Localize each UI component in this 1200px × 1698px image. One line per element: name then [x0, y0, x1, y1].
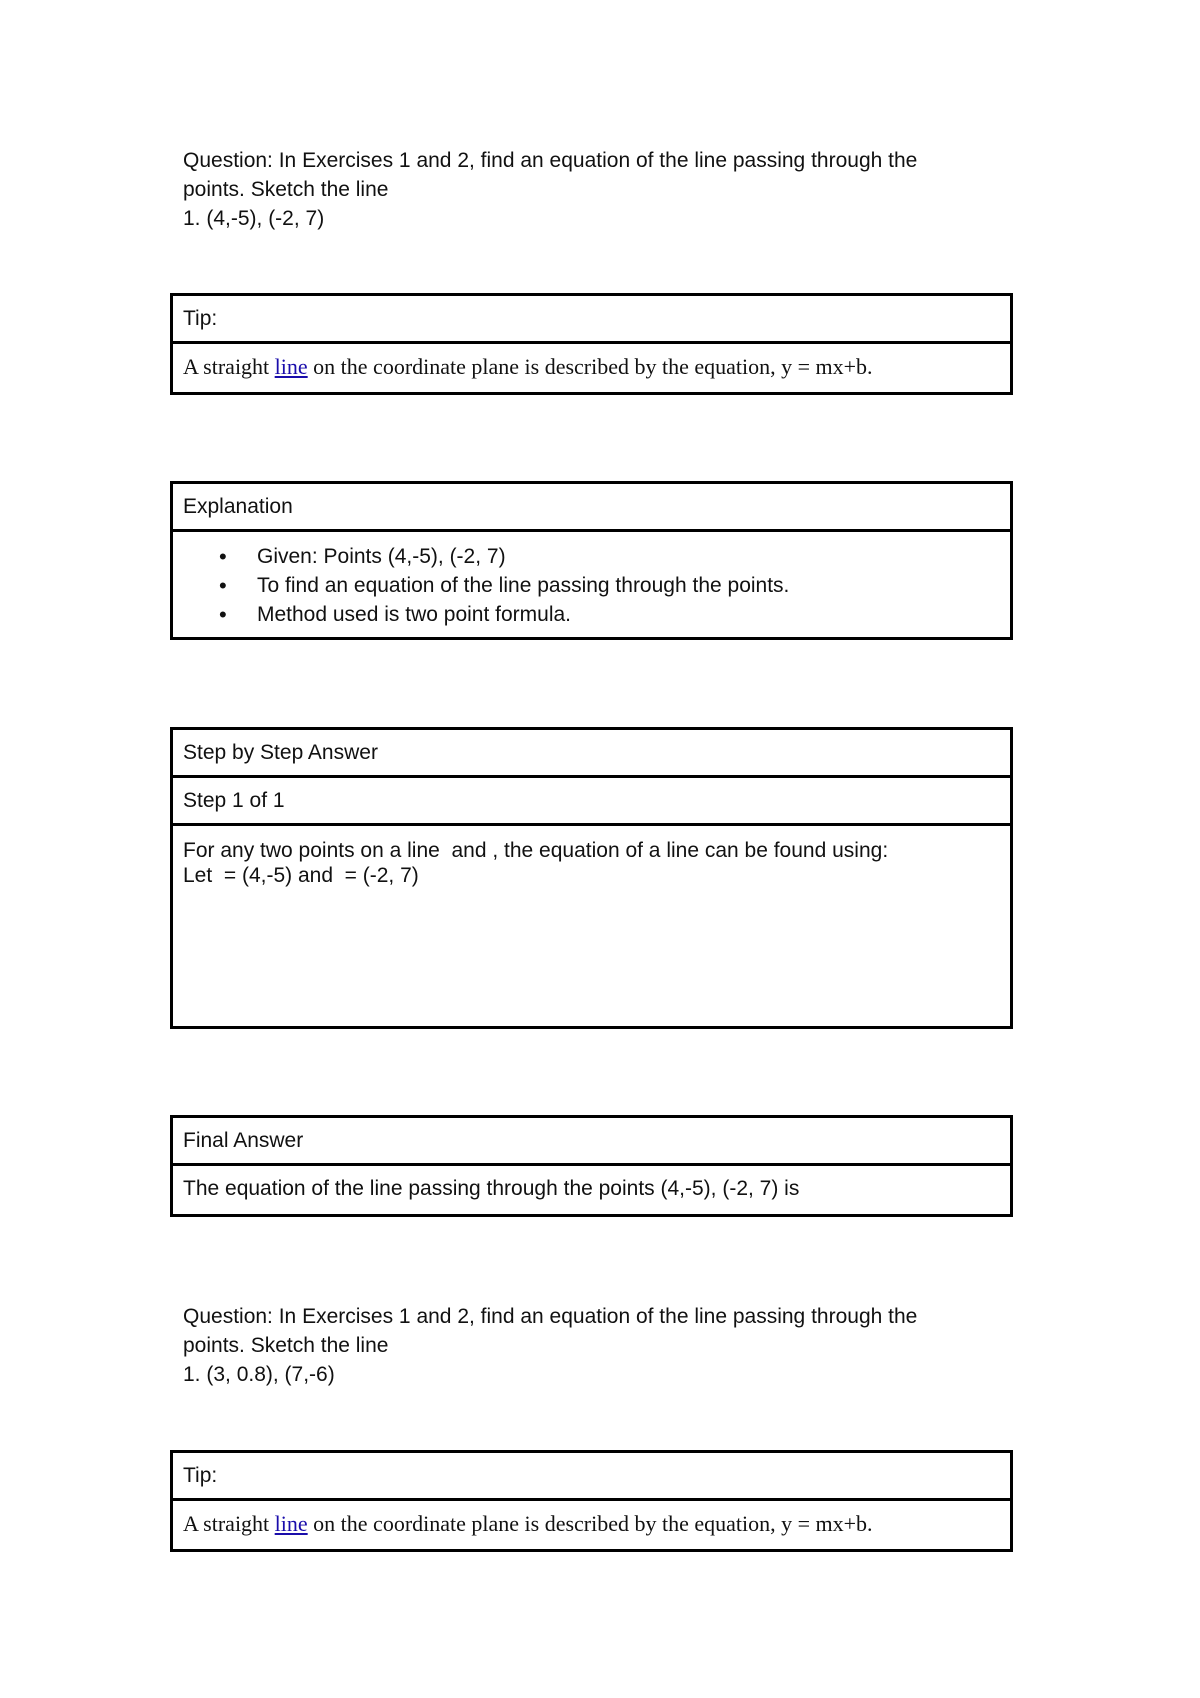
question-2-line-2: points. Sketch the line [183, 1334, 389, 1357]
question-1-line-2: points. Sketch the line [183, 178, 389, 201]
step-label: Step 1 of 1 [173, 778, 1010, 826]
tip-box-1 [170, 293, 1013, 395]
explanation-body [173, 532, 1010, 637]
question-2-line-1: Question: In Exercises 1 and 2, find an equation of the line passing through the [183, 1305, 918, 1328]
final-answer-text: The equation of the line passing through the points (4,-5), (-2, 7) is [183, 1177, 800, 1200]
tip-2-body [173, 1501, 1010, 1549]
explanation-heading: Explanation [173, 484, 1010, 532]
final-answer-box [170, 1115, 1013, 1217]
step-answer-heading: Step by Step Answer [173, 730, 1010, 778]
question-1 [183, 146, 1003, 233]
tip-1-text-before: A straight [183, 354, 275, 379]
tip-2-line-link[interactable]: line [274, 1511, 308, 1536]
question-2-line-3: 1. (3, 0.8), (7,-6) [183, 1363, 335, 1386]
question-1-line-1: Question: In Exercises 1 and 2, find an equation of the line passing through the [183, 149, 918, 172]
tip-2-text-after: on the coordinate plane is described by the equation, y = mx+b. [307, 1511, 873, 1536]
step-body-line-2: Let = (4,-5) and = (-2, 7) [183, 864, 419, 887]
tip-1-body [173, 344, 1010, 392]
step-body-line-1: For any two points on a line and , the equation of a line can be found using: [183, 839, 889, 862]
step-answer-box [170, 727, 1013, 1029]
step-body [173, 826, 1010, 888]
explanation-bullet: • Method used is two point formula. [173, 600, 1010, 629]
tip-1-heading: Tip: [173, 296, 1010, 344]
tip-1-text-after: on the coordinate plane is described by the equation, y = mx+b. [307, 354, 873, 379]
tip-2-text-before: A straight [183, 1511, 275, 1536]
explanation-bullet-list [173, 532, 1010, 637]
explanation-bullet: • Given: Points (4,-5), (-2, 7) [173, 542, 1010, 571]
tip-1-line-link[interactable]: line [274, 354, 308, 379]
tip-box-2 [170, 1450, 1013, 1552]
question-1-line-3: 1. (4,-5), (-2, 7) [183, 207, 325, 230]
question-2 [183, 1302, 1003, 1389]
tip-2-heading: Tip: [173, 1453, 1010, 1501]
explanation-bullet: • To find an equation of the line passing through the points. [173, 571, 1010, 600]
explanation-box [170, 481, 1013, 640]
final-answer-heading: Final Answer [173, 1118, 1010, 1166]
